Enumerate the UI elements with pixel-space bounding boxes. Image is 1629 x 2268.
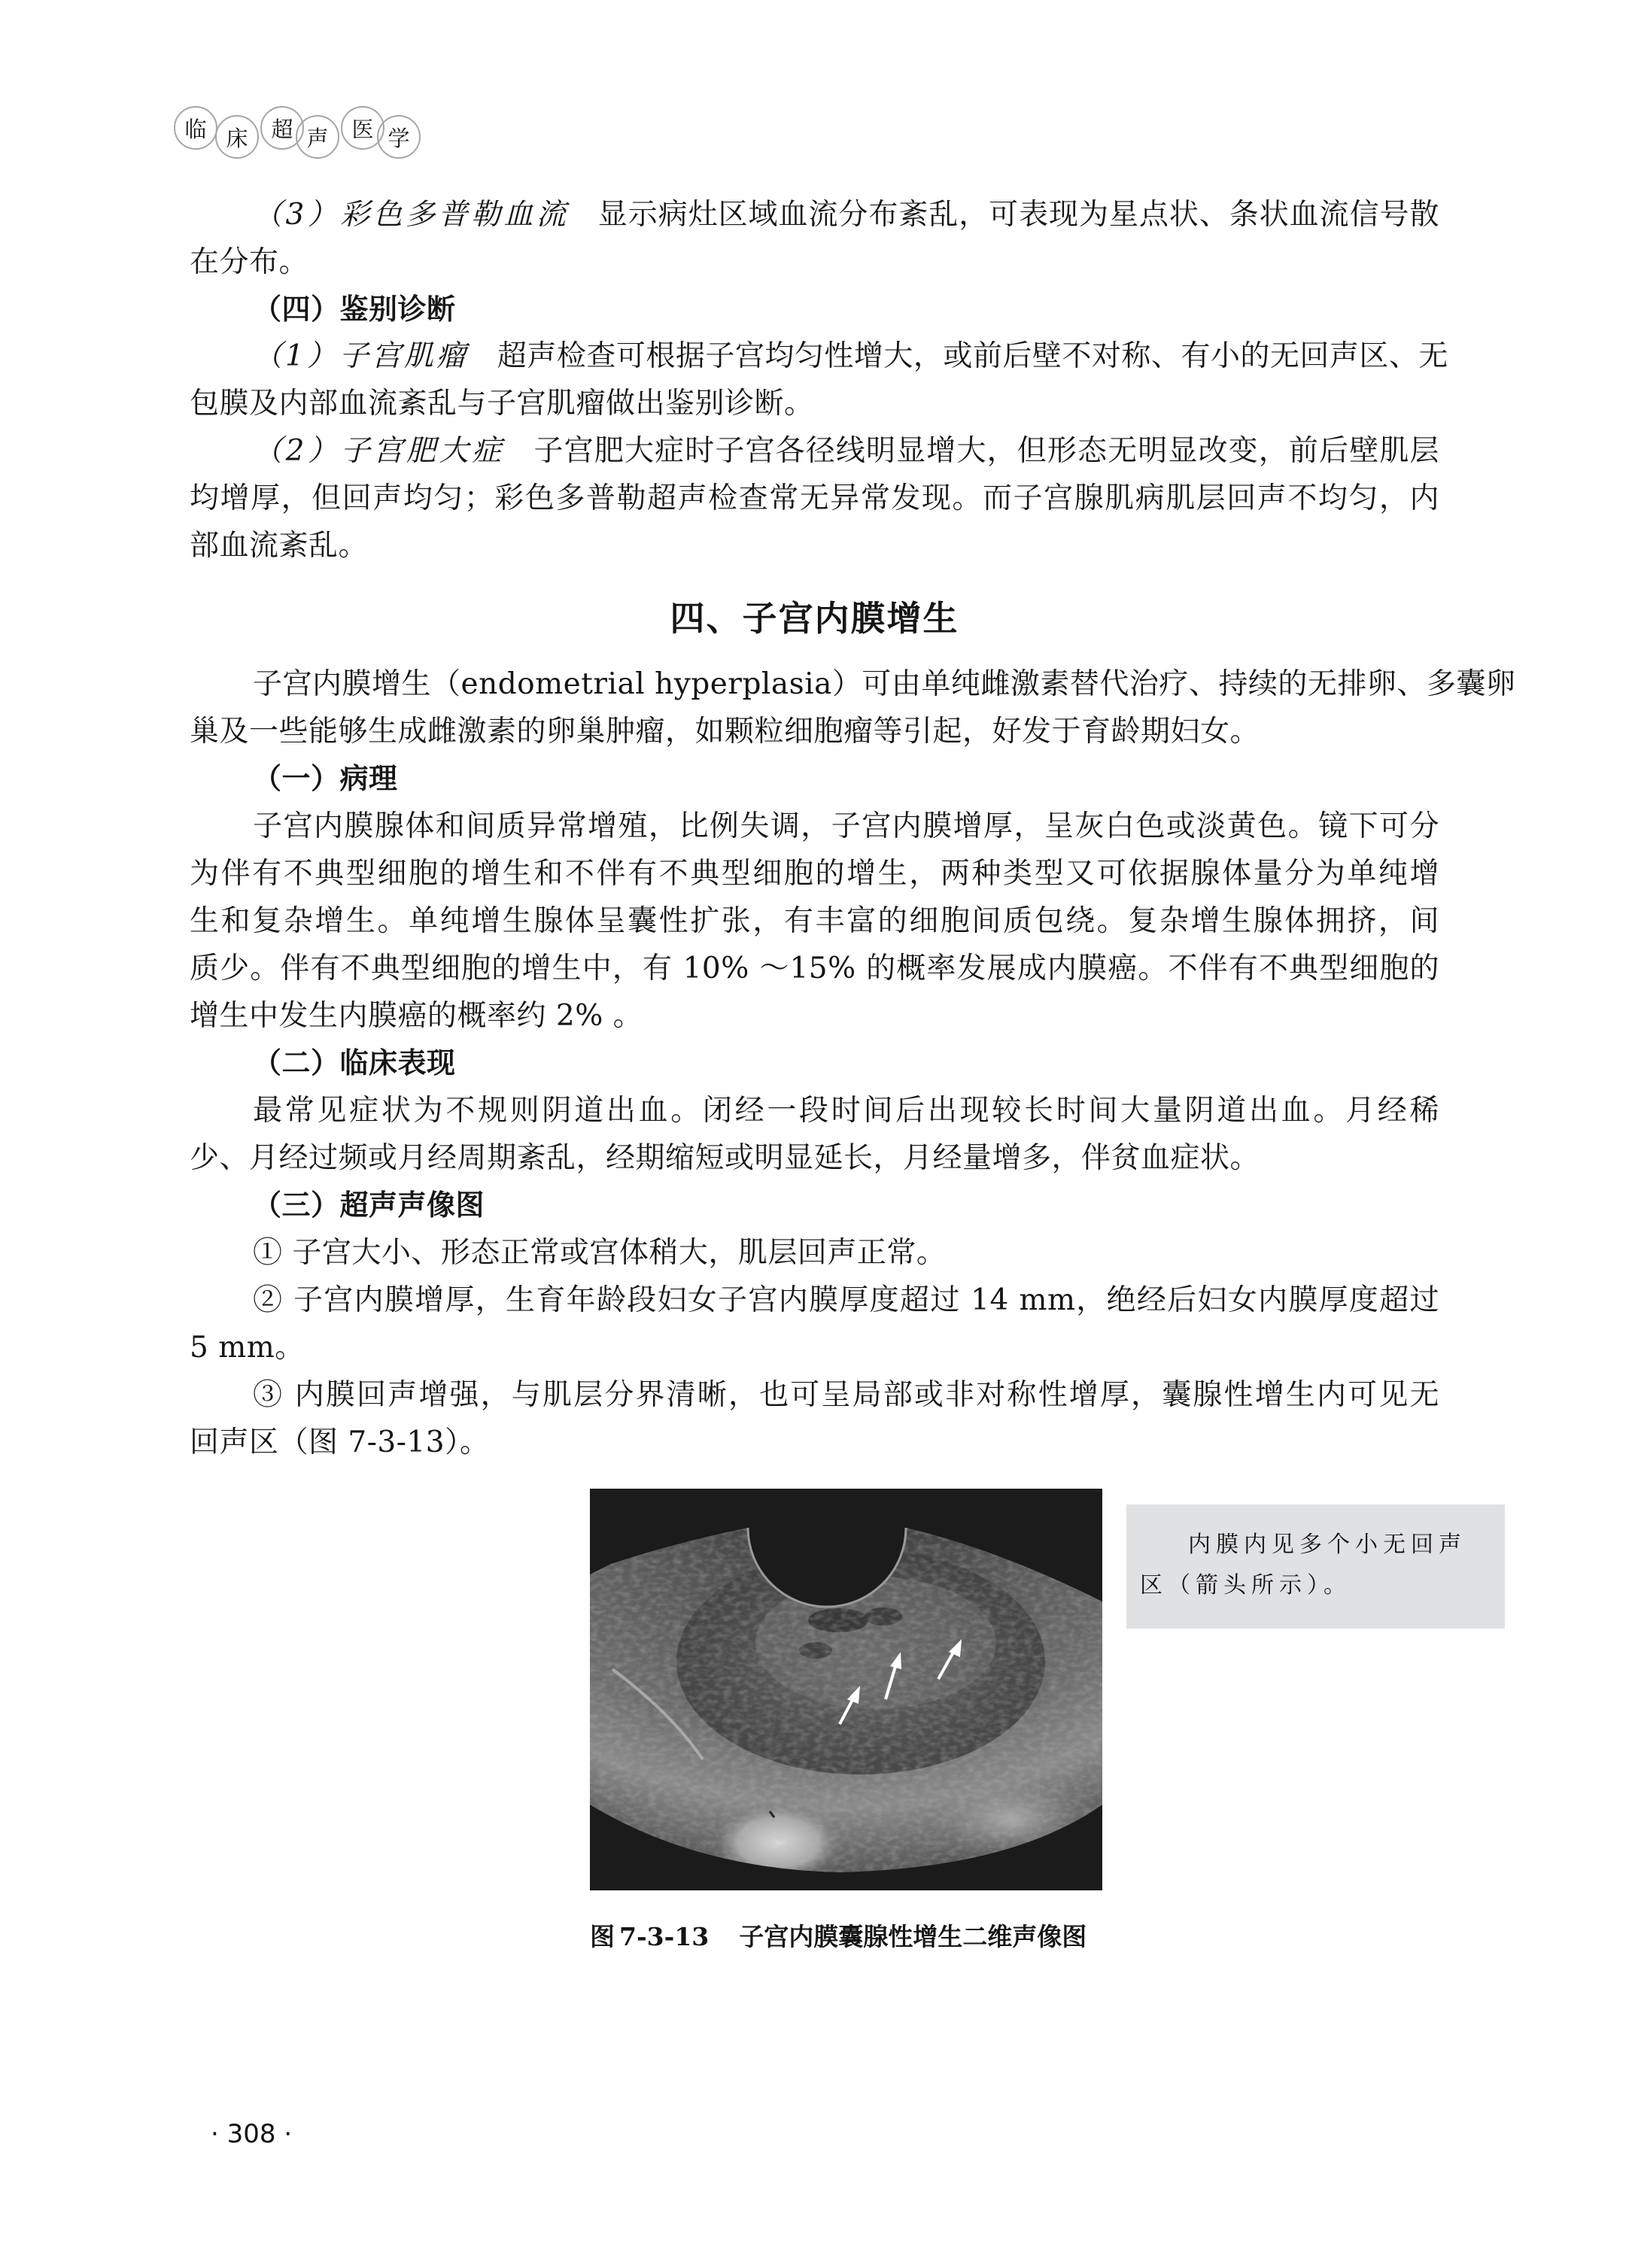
text-doppler: 显示病灶区域血流分布紊乱，可表现为星点状、条状血流信号散: [597, 198, 1439, 232]
paragraph-line: 子宫内膜增生（endometrial hyperplasia）可由单纯雌激素替代治疗、持续的无排卵、多囊卵: [253, 667, 1516, 701]
paragraph-line: 增生中发生内膜癌的概率约 2% 。: [190, 999, 643, 1033]
figure-side-note: [1126, 1504, 1505, 1629]
paragraph-doppler-line: [190, 191, 1439, 238]
term-hypertrophy: （2）子宫肥大症: [253, 434, 505, 468]
subheading-differential-diagnosis: （四）鉴别诊断: [253, 293, 456, 326]
list-item-2: ② 子宫内膜增厚，生育年龄段妇女子宫内膜厚度超过 14 mm，绝经后妇女内膜厚度超过: [253, 1283, 1439, 1317]
header-char-circle: 床: [215, 115, 259, 159]
header-char-circle: 临: [174, 106, 217, 150]
paragraph-line: 最常见症状为不规则阴道出血。闭经一段时间后出现较长时间大量阴道出血。月经稀: [253, 1094, 1439, 1128]
side-note-line: 内膜内见多个小无回声: [1188, 1532, 1466, 1558]
subheading-clinical: （二）临床表现: [253, 1046, 456, 1079]
caption-prefix: 图: [590, 1922, 615, 1951]
paragraph-line: 质少。伴有不典型细胞的增生中，有 10% ～15% 的概率发展成内膜癌。不伴有不典型细胞的: [190, 952, 1439, 985]
ultrasound-image: [590, 1489, 1102, 1890]
header-char-circle: 声: [296, 115, 339, 159]
section-title: 四、子宫内膜增生: [670, 598, 959, 639]
paragraph-line: 在分布。: [190, 245, 309, 279]
header-char-circle: 医: [341, 106, 384, 150]
paragraph-line: 生和复杂增生。单纯增生腺体呈囊性扩张，有丰富的细胞间质包绕。复杂增生腺体拥挤，间: [190, 904, 1439, 938]
paragraph-line: 为伴有不典型细胞的增生和不伴有不典型细胞的增生，两种类型又可依据腺体量分为单纯增: [190, 857, 1439, 891]
term-doppler: （3）彩色多普勒血流: [253, 198, 570, 232]
ultrasound-scan-graphic: [590, 1489, 1102, 1890]
list-item-3-cont: 回声区（图 7-3-13）。: [190, 1425, 490, 1459]
header-char-circle: 超: [260, 106, 304, 150]
paragraph-myoma-line: [190, 332, 1448, 380]
paragraph-line: 巢及一些能够生成雌激素的卵巢肿瘤，如颗粒细胞瘤等引起，好发于育龄期妇女。: [190, 715, 1260, 748]
paragraph-line: 部血流紊乱。: [190, 529, 369, 563]
side-note-line: 区（箭头所示）。: [1140, 1572, 1351, 1599]
term-myoma: （1）子宫肌瘤: [253, 339, 469, 373]
figure-caption: [590, 1918, 1109, 1956]
list-item-2-cont: 5 mm。: [190, 1331, 305, 1365]
page-number: · 308 ·: [211, 2119, 293, 2149]
paragraph-line: 子宫内膜腺体和间质异常增殖，比例失调，子宫内膜增厚，呈灰白色或淡黄色。镜下可分: [253, 809, 1439, 843]
header-char-circle: 学: [377, 115, 421, 159]
paragraph-line: 少、月经过频或月经周期紊乱，经期缩短或明显延长，月经量增多，伴贫血症状。: [190, 1141, 1260, 1175]
text-myoma: 超声检查可根据子宫均匀性增大，或前后壁不对称、有小的无回声区、无: [497, 339, 1448, 373]
subheading-ultrasound: （三）超声声像图: [253, 1189, 485, 1222]
caption-number: 7-3-13: [619, 1922, 710, 1951]
paragraph-line: 均增厚，但回声均匀；彩色多普勒超声检查常无异常发现。而子宫腺肌病肌层回声不均匀，内: [190, 481, 1439, 515]
subheading-pathology: （一）病理: [253, 762, 398, 795]
paragraph-line: 包膜及内部血流紊乱与子宫肌瘤做出鉴别诊断。: [190, 387, 814, 421]
list-item-1: ① 子宫大小、形态正常或宫体稍大，肌层回声正常。: [253, 1236, 947, 1270]
text-hypertrophy: 子宫肥大症时子宫各径线明显增大，但形态无明显改变，前后壁肌层: [533, 434, 1439, 468]
caption-title: 子宫内膜囊腺性增生二维声像图: [739, 1922, 1087, 1951]
list-item-3: ③ 内膜回声增强，与肌层分界清晰，也可呈局部或非对称性增厚，囊腺性增生内可见无: [253, 1378, 1439, 1412]
paragraph-hypertrophy-line: [190, 427, 1439, 475]
running-header-book-title: [172, 104, 427, 164]
